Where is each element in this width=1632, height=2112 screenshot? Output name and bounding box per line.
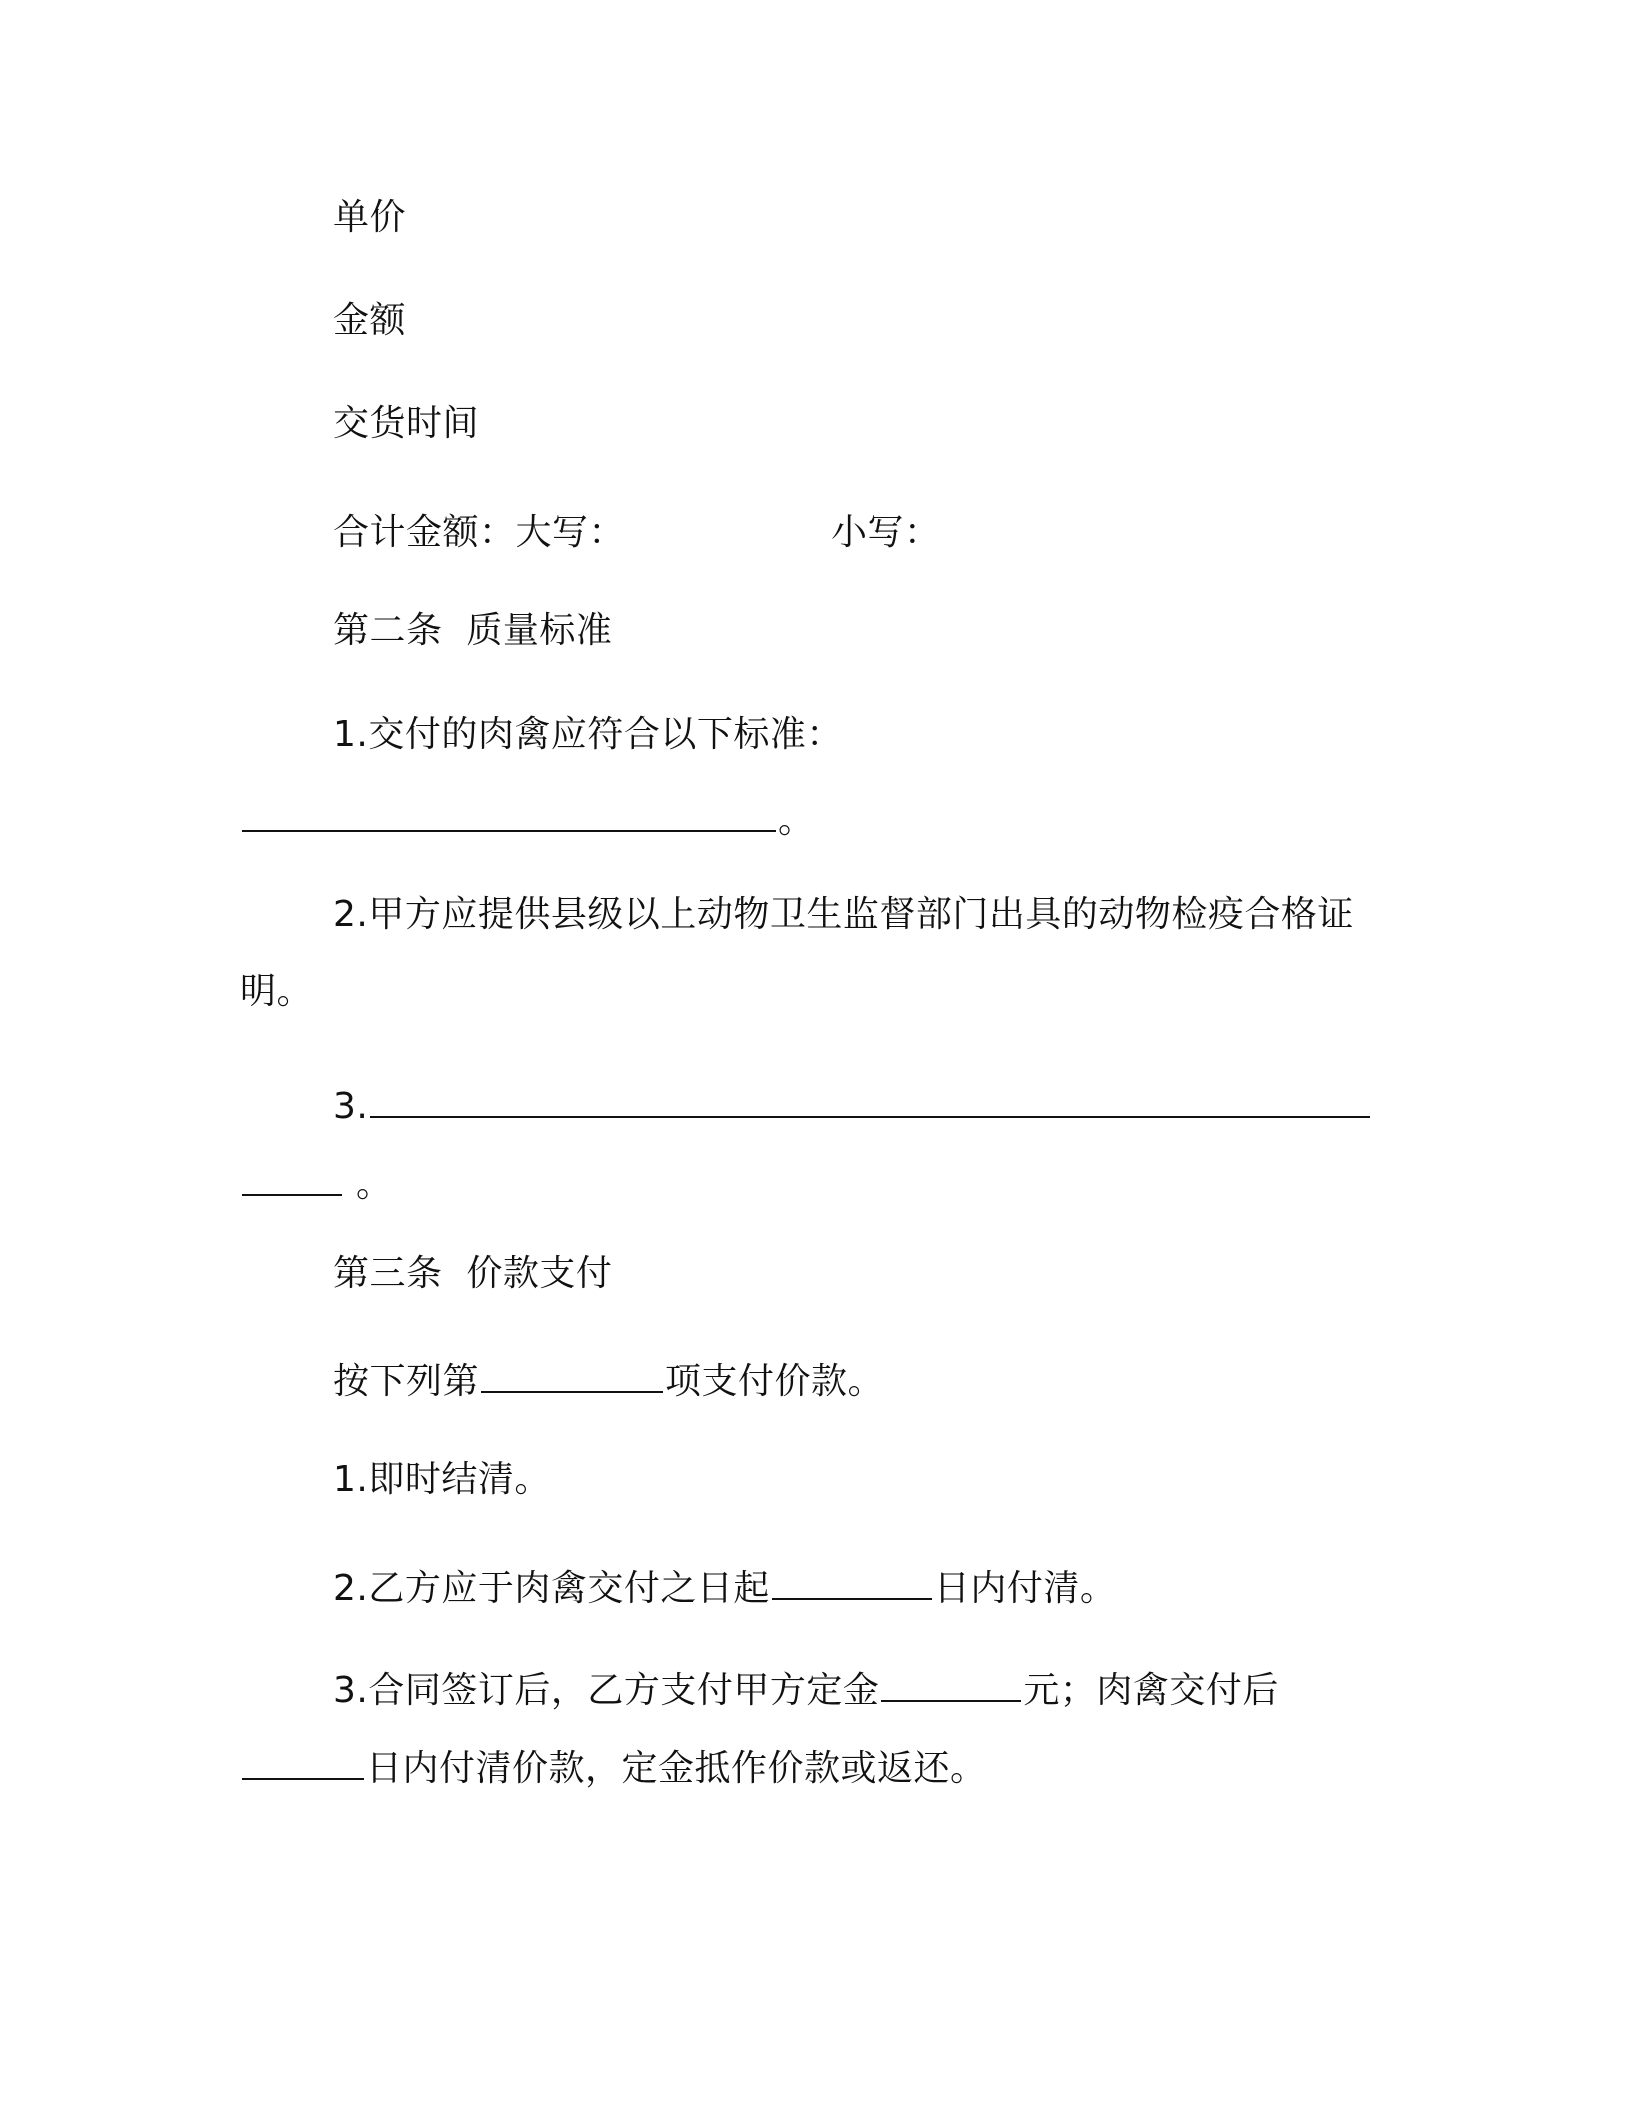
item-3-blank-continued[interactable] (242, 1158, 342, 1196)
payoff-days-blank[interactable] (242, 1742, 364, 1780)
article-2-item-1-blank-line (240, 794, 815, 843)
article-3-intro (333, 1355, 884, 1404)
item-3-mid: 元；肉禽交付后 (1023, 1670, 1279, 1711)
payment-option-blank[interactable] (481, 1355, 663, 1393)
intro-suffix: 项支付价款。 (665, 1361, 885, 1402)
period-mark: 。 (778, 800, 815, 841)
item-2-prefix: 2.乙方应于肉禽交付之日起 (333, 1568, 770, 1609)
article-2-item-1: 1.交付的肉禽应符合以下标准： (333, 714, 843, 755)
unit-price-label: 单价 (333, 197, 407, 238)
article-3-item-2 (333, 1562, 1116, 1611)
deposit-amount-blank[interactable] (881, 1664, 1021, 1702)
standard-blank[interactable] (242, 794, 776, 832)
article-2-title: 第二条 质量标准 (333, 610, 613, 651)
intro-prefix: 按下列第 (333, 1361, 480, 1402)
article-3-item-3-line-2 (240, 1742, 987, 1791)
article-3-item-3-line-1 (333, 1664, 1279, 1713)
item-3-prefix: 3.合同签订后，乙方支付甲方定金 (333, 1670, 880, 1711)
item-3-line-2-suffix: 日内付清价款，定金抵作价款或返还。 (366, 1748, 987, 1789)
item-2-suffix: 日内付清。 (933, 1568, 1117, 1609)
delivery-time-label: 交货时间 (333, 403, 480, 444)
item-3-number: 3. (333, 1086, 369, 1127)
article-3-title: 第三条 价款支付 (333, 1253, 613, 1294)
article-3-item-1: 1.即时结清。 (333, 1459, 551, 1500)
article-2-item-2-line-2: 明。 (240, 971, 314, 1012)
article-2-item-2-line-1: 2.甲方应提供县级以上动物卫生监督部门出具的动物检疫合格证 (333, 894, 1354, 935)
amount-label: 金额 (333, 300, 407, 341)
total-uppercase-label: 合计金额：大写： (333, 512, 626, 553)
article-2-item-3-line-2 (240, 1158, 392, 1207)
article-2-item-3-line-1 (333, 1080, 1372, 1129)
total-amount-row (333, 511, 941, 555)
period-mark: 。 (344, 1164, 393, 1205)
total-lowercase-label: 小写： (831, 512, 941, 553)
payment-days-blank[interactable] (772, 1562, 932, 1600)
item-3-blank[interactable] (370, 1080, 1370, 1118)
